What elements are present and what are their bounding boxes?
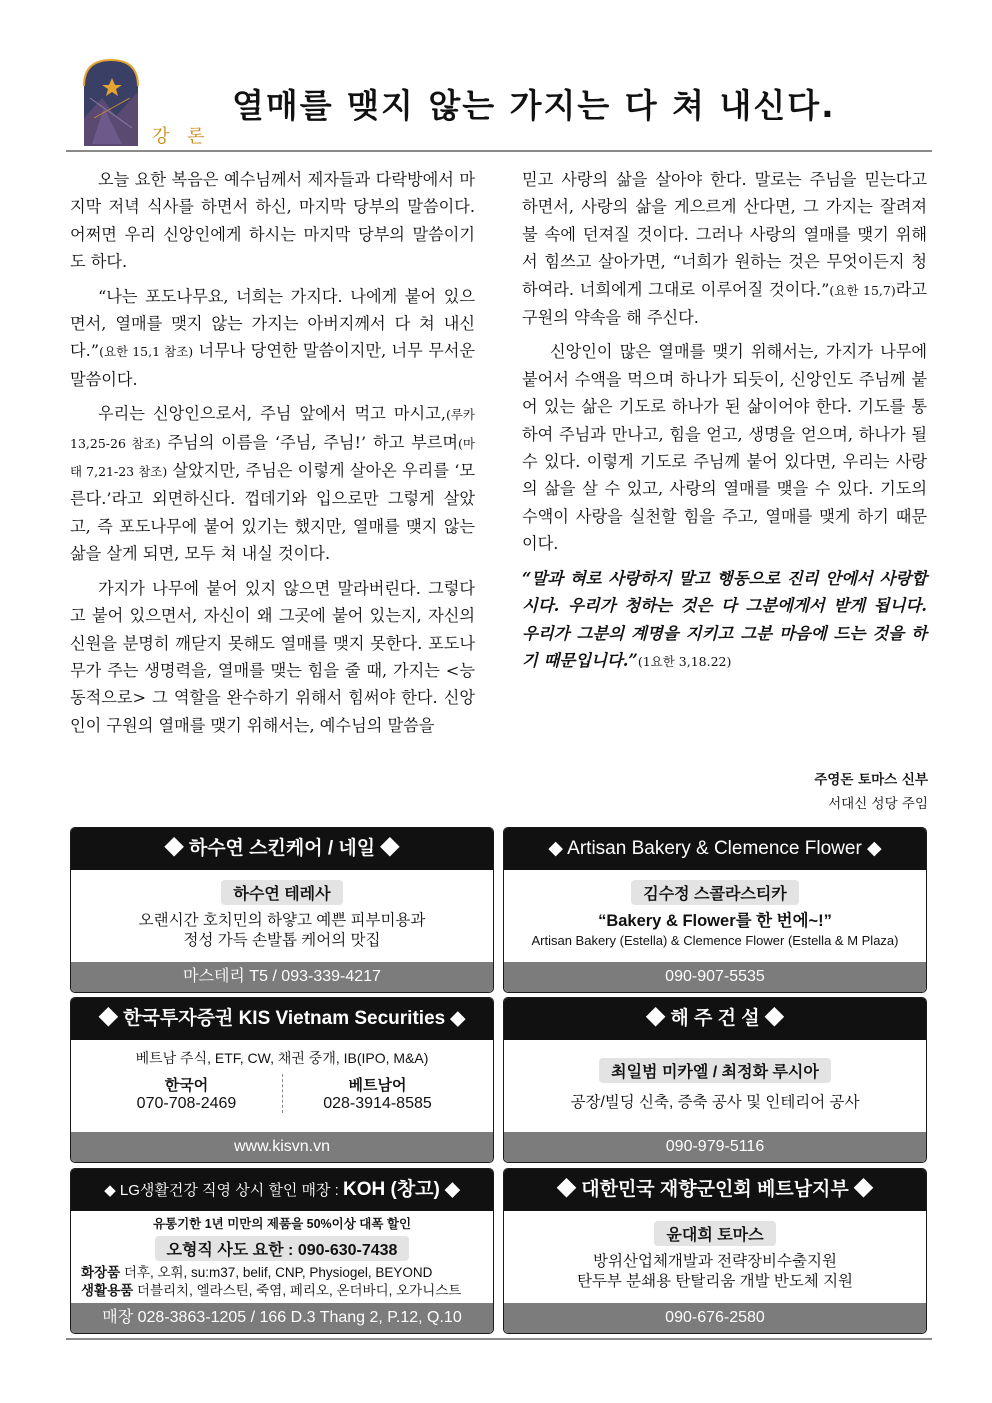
ad-slogan: “Bakery & Flower를 한 번에~!” [598,912,832,930]
ad-sub: 유통기한 1년 미만의 제품을 50%이상 대폭 할인 [152,1217,412,1231]
phone-korean: 070-708-2469 [136,1095,237,1112]
article-right-column [522,166,927,682]
ad-footer-website: www.kisvn.vn [71,1132,493,1162]
article-left-column [70,166,475,746]
ad-bakery-flower [503,827,927,993]
paragraph: 가지가 나무에 붙어 있지 않으면 말라버린다. 그렇다고 붙어 있으면서, 자신이 왜 그곳에 붙어 있는지, 자신의 신원을 분명히 깨닫지 못해도 열매를 맺지 못한다. 포도나무가 주는 생명력을, 열매를 맺는 힘을 줄 때, 가지는 <능동적으로> 그 역할을 완수하기 위해서 힘써야 한다. 신앙인이 구원의 열매를 맺기 위해서는, 예수님의 말씀을 [70,578,475,735]
ad-contact-name: 윤대희 토마스 [654,1221,775,1246]
author-signature [814,768,928,816]
ad-footer: 마스테리 T5 / 093-339-4217 [71,962,493,992]
ad-skincare [70,827,494,993]
ad-desc: 방위산업체개발과 전략장비수출지원 [593,1253,837,1270]
ad-kis-securities [70,997,494,1163]
ad-veterans [503,1168,927,1334]
ad-desc: 오랜시간 호치민의 하얗고 예쁜 피부미용과 [138,912,426,929]
lang-vietnamese-label: 베트남어 [348,1077,407,1094]
paragraph: 신앙인이 많은 열매를 맺기 위해서는, 가지가 나무에 붙어서 수액을 먹으며 하나가 되듯이, 신앙인도 주님께 붙어 있는 삶은 기도로 하나가 된 삶이어야 한다. 기도를 통하여 주님과 만나고, 힘을 얻고, 생명을 얻으며, 하나가 될 수 있다. 이렇게 기도로 주님께 붙어 있다면, 우리는 사랑의 삶을 살 수 있고, 사랑의 열매를 맺을 수 있다. 기도의 수액이 사랑을 실천할 힘을 주고, 열매를 맺게 하기 때문이다. [522,342,927,554]
paragraph: 오늘 요한 복음은 예수님께서 제자들과 다락방에서 마지막 저녁 식사를 하면서 하신, 마지막 당부의 말씀이다. 어쩌면 우리 신앙인에게 하시는 마지막 당부의 말씀이기도 하다. [70,170,475,272]
ad-header-brand: KOH (창고) ◆ [343,1179,460,1200]
ad-contact-name: 하수연 테레사 [221,880,342,905]
ad-header: ◆ 대한민국 재향군인회 베트남지부 ◆ [504,1169,926,1211]
ad-desc: 공장/빌딩 신축, 증축 공사 및 인테리어 공사 [570,1094,860,1111]
ad-header: ◆ 하수연 스킨케어 / 네일 ◆ [71,828,493,870]
ad-contact-name: 김수정 스콜라스티카 [631,880,799,905]
paragraph: 우리는 신앙인으로서, 주님 앞에서 먹고 마시고,(루카 13,25-26 참조) 주님의 이름을 ‘주님, 주님!’ 하고 부르며(마태 7,21-23 참조) 살았지만, 주님은 이렇게 살아온 우리를 ‘모른다.’라고 외면하신다. 껍데기와 입으로만 그렇게 살았고, 즉 포도나무에 붙어 있기는 했지만, 열매를 맺지 않는 삶을 살게 되면, 모두 쳐 내실 것이다. [70,404,475,564]
lang-korean-label: 한국어 [164,1077,209,1094]
ad-header: ◆ 한국투자증권 KIS Vietnam Securities ◆ [71,998,493,1040]
ad-desc: 베트남 주식, ETF, CW, 채권 중개, IB(IPO, M&A) [135,1050,429,1066]
ad-header: ◆ LG생활건강 직영 상시 할인 매장 : [104,1182,343,1199]
bible-quote: “말과 혀로 사랑하지 말고 행동으로 진리 안에서 사랑합시다. 우리가 청하는 것은 다 그분에게서 받게 됩니다. 우리가 그분의 계명을 지키고 그분 마음에 드는 것을 하기 때문입니다.”(1요한 3,18.22) [522,568,927,670]
section-label: 강 론 [152,126,211,147]
ad-cosmetics-line: 화장품 더후, 오휘, su:m37, belif, CNP, Physiogel, BEYOND [81,1265,433,1280]
paragraph: “나는 포도나무요, 너희는 가지다. 나에게 붙어 있으면서, 열매를 맺지 않는 가지는 아버지께서 다 쳐 내신다.”(요한 15,1 참조) 너무나 당연한 말씀이지만, 너무 무서운 말씀이다. [70,286,475,389]
ad-construction [503,997,927,1163]
ad-desc: Artisan Bakery (Estella) & Clemence Flower (Estella & M Plaza) [531,933,899,948]
ad-household-line: 생활용품 더블리치, 엘라스틴, 죽염, 페리오, 온더바디, 오가니스트 [81,1283,462,1298]
ad-contact-name: 최일범 미카엘 / 최정화 루시아 [599,1058,831,1083]
header-divider [66,150,932,152]
ad-desc: 탄두부 분쇄용 탄탈리움 개발 반도체 지원 [576,1273,854,1290]
ad-desc: 정성 가득 손발톱 케어의 맛집 [183,932,381,949]
ad-contact: 오형직 사도 요한 : 090-630-7438 [155,1236,410,1261]
ad-footer: 매장 028-3863-1205 / 166 D.3 Thang 2, P.12, Q.10 [71,1303,493,1333]
stained-glass-logo-icon [82,58,140,146]
author-name: 주영돈 토마스 신부 [814,772,928,788]
ad-footer: 090-979-5116 [504,1132,926,1162]
footer-divider [66,1338,932,1340]
paragraph: 믿고 사랑의 삶을 살아야 한다. 말로는 주님을 믿는다고 하면서, 사랑의 삶을 게으르게 산다면, 그 가지는 잘려져 불 속에 던져질 것이다. 그러나 사랑의 열매를 맺기 위해서 힘쓰고 살아가면, “너희가 원하는 것은 무엇이든지 청하여라. 너희에게 그대로 이루어질 것이다.”(요한 15,7)라고 구원의 약속을 해 주신다. [522,170,927,328]
ad-header: ◆ Artisan Bakery & Clemence Flower ◆ [504,828,926,870]
author-role: 서대신 성당 주임 [828,796,928,812]
ad-footer: 090-907-5535 [504,962,926,992]
page-title: 열매를 맺지 않는 가지는 다 쳐 내신다. [232,86,836,125]
ad-lg-koh [70,1168,494,1334]
ad-footer: 090-676-2580 [504,1303,926,1333]
phone-vietnamese: 028-3914-8585 [323,1095,432,1112]
ad-header: ◆ 해 주 건 설 ◆ [504,998,926,1040]
